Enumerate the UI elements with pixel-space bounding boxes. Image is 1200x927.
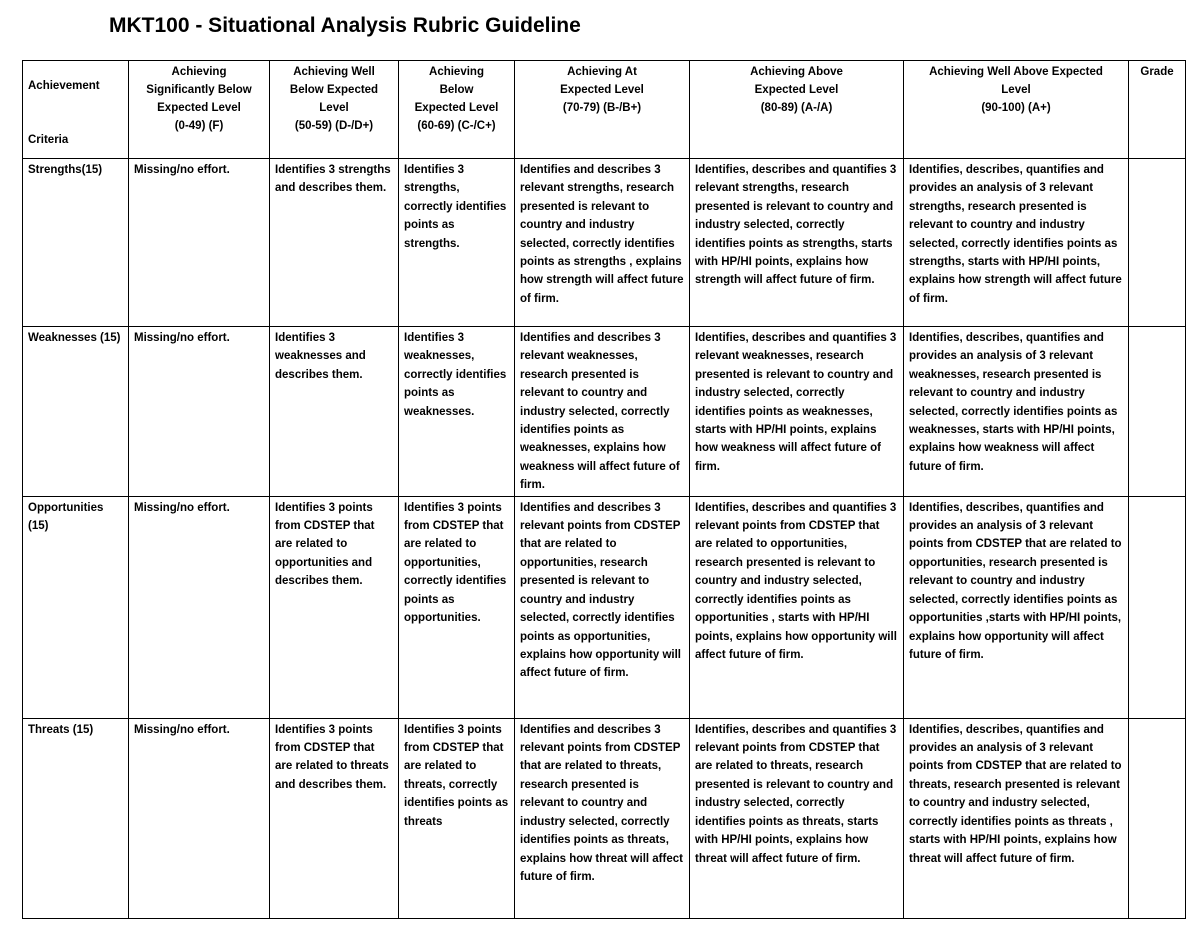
level-header-line: Significantly Below	[146, 84, 252, 96]
rubric-cell: Identifies, describes and quantifies 3 relevant points from CDSTEP that are related to opportunities, research presented is relevant to country and industry selected, correctly identifies points as opportunities , starts with HP/HI points, explains how opportunity will affect future of firm.	[690, 496, 904, 718]
rubric-cell: Identifies 3 strengths and describes them.	[270, 159, 399, 327]
rubric-cell: Identifies and describes 3 relevant strengths, research presented is relevant to country and industry selected, correctly identifies points as strengths , explains how strength will affect future of firm.	[515, 159, 690, 327]
level-header-line: (60-69) (C-/C+)	[417, 120, 496, 132]
grade-cell	[1129, 496, 1186, 718]
level-header-line: Expected Level	[157, 102, 241, 114]
level-header-line: Below	[439, 84, 474, 96]
level-header-line: (70-79) (B-/B+)	[562, 102, 642, 114]
level-header-line: (50-59) (D-/D+)	[294, 120, 374, 132]
rubric-cell: Identifies 3 points from CDSTEP that are related to threats and describes them.	[270, 718, 399, 918]
grade-cell	[1129, 159, 1186, 327]
rubric-cell: Identifies 3 weaknesses and describes them.	[270, 327, 399, 497]
level-header-line: (90-100) (A+)	[981, 102, 1051, 114]
level-header-0	[129, 61, 270, 159]
table-row	[23, 159, 1186, 327]
level-header-line: Expected Level	[754, 84, 839, 96]
criteria-header-bottom: Criteria	[28, 134, 69, 146]
level-header-line: (0-49) (F)	[174, 120, 224, 132]
header-row	[23, 61, 1186, 159]
rubric-table	[22, 60, 1186, 919]
level-header-line: Below Expected	[289, 84, 379, 96]
rubric-cell: Identifies and describes 3 relevant points from CDSTEP that are related to threats, research presented is relevant to country and industry selected, correctly identifies points as threats, explains how threat will affect future of firm.	[515, 718, 690, 918]
table-row	[23, 327, 1186, 497]
rubric-cell: Identifies and describes 3 relevant points from CDSTEP that are related to opportunities, research presented is relevant to country and industry selected, correctly identifies points as opportunities, explains how opportunity will affect future of firm.	[515, 496, 690, 718]
grade-header: Grade	[1129, 61, 1186, 159]
level-header-line: Expected Level	[560, 84, 644, 96]
rubric-cell: Identifies 3 points from CDSTEP that are related to threats, correctly identifies points as threats	[399, 718, 515, 918]
level-header-3	[515, 61, 690, 159]
criterion-cell: Weaknesses (15)	[23, 327, 129, 497]
level-header-line: Achieving Above	[750, 66, 843, 78]
rubric-cell: Identifies 3 points from CDSTEP that are related to opportunities, correctly identifies points as opportunities.	[399, 496, 515, 718]
grade-cell	[1129, 327, 1186, 497]
level-header-line: Level	[1001, 84, 1031, 96]
criteria-header-top: Achievement	[28, 80, 100, 92]
rubric-cell: Identifies, describes and quantifies 3 relevant points from CDSTEP that are related to threats, research presented is relevant to country and industry selected, correctly identifies points as threats, starts with HP/HI points, explains how threat will affect future of firm.	[690, 718, 904, 918]
table-row	[23, 718, 1186, 918]
level-header-1	[270, 61, 399, 159]
level-header-line: Achieving At	[567, 66, 637, 78]
rubric-cell: Missing/no effort.	[129, 159, 270, 327]
rubric-cell: Identifies, describes and quantifies 3 relevant weaknesses, research presented is relevant to country and industry selected, correctly identifies points as weaknesses, starts with HP/HI points, explains how weakness will affect future of firm.	[690, 327, 904, 497]
level-header-line: Level	[319, 102, 349, 114]
rubric-cell: Identifies, describes, quantifies and provides an analysis of 3 relevant points from CDSTEP that are related to opportunities, research presented is relevant to country and industry selected, correctly identifies points as opportunities ,starts with HP/HI points, explains how opportunity will affect future of firm.	[904, 496, 1129, 718]
level-header-2	[399, 61, 515, 159]
rubric-cell: Identifies 3 points from CDSTEP that are related to opportunities and describes them.	[270, 496, 399, 718]
grade-cell	[1129, 718, 1186, 918]
table-row	[23, 496, 1186, 718]
rubric-cell: Identifies, describes, quantifies and provides an analysis of 3 relevant strengths, research presented is relevant to country and industry selected, correctly identifies points as strengths, starts with HP/HI points, explains how strength will affect future of firm.	[904, 159, 1129, 327]
criterion-cell: Strengths(15)	[23, 159, 129, 327]
rubric-cell: Missing/no effort.	[129, 327, 270, 497]
level-header-line: Achieving	[429, 66, 484, 78]
rubric-cell: Identifies 3 strengths, correctly identifies points as strengths.	[399, 159, 515, 327]
level-header-line: Achieving	[171, 66, 227, 78]
level-header-line: Achieving Well	[293, 66, 375, 78]
rubric-cell: Identifies, describes, quantifies and provides an analysis of 3 relevant points from CDSTEP that are related to threats, research presented is relevant to country and industry selected, correctly identifies points as threats , starts with HP/HI points, explains how threat will affect future of firm.	[904, 718, 1129, 918]
level-header-line: Expected Level	[414, 102, 499, 114]
level-header-line: (80-89) (A-/A)	[760, 102, 833, 114]
rubric-cell: Missing/no effort.	[129, 718, 270, 918]
criterion-cell: Threats (15)	[23, 718, 129, 918]
level-header-line: Achieving Well Above Expected	[929, 66, 1103, 78]
criterion-cell: Opportunities (15)	[23, 496, 129, 718]
rubric-cell: Identifies and describes 3 relevant weaknesses, research presented is relevant to country and industry selected, correctly identifies points as weaknesses, explains how weakness will affect future of firm.	[515, 327, 690, 497]
page-title: MKT100 - Situational Analysis Rubric Guideline	[109, 14, 581, 37]
level-header-4	[690, 61, 904, 159]
rubric-cell: Missing/no effort.	[129, 496, 270, 718]
level-header-5	[904, 61, 1129, 159]
rubric-cell: Identifies, describes, quantifies and provides an analysis of 3 relevant weaknesses, research presented is relevant to country and industry selected, correctly identifies points as weaknesses, starts with HP/HI points, explains how weakness will affect future of firm.	[904, 327, 1129, 497]
criteria-header	[23, 61, 129, 159]
rubric-cell: Identifies 3 weaknesses, correctly identifies points as weaknesses.	[399, 327, 515, 497]
rubric-cell: Identifies, describes and quantifies 3 relevant strengths, research presented is relevant to country and industry selected, correctly identifies points as strengths, starts with HP/HI points, explains how strength will affect future of firm.	[690, 159, 904, 327]
